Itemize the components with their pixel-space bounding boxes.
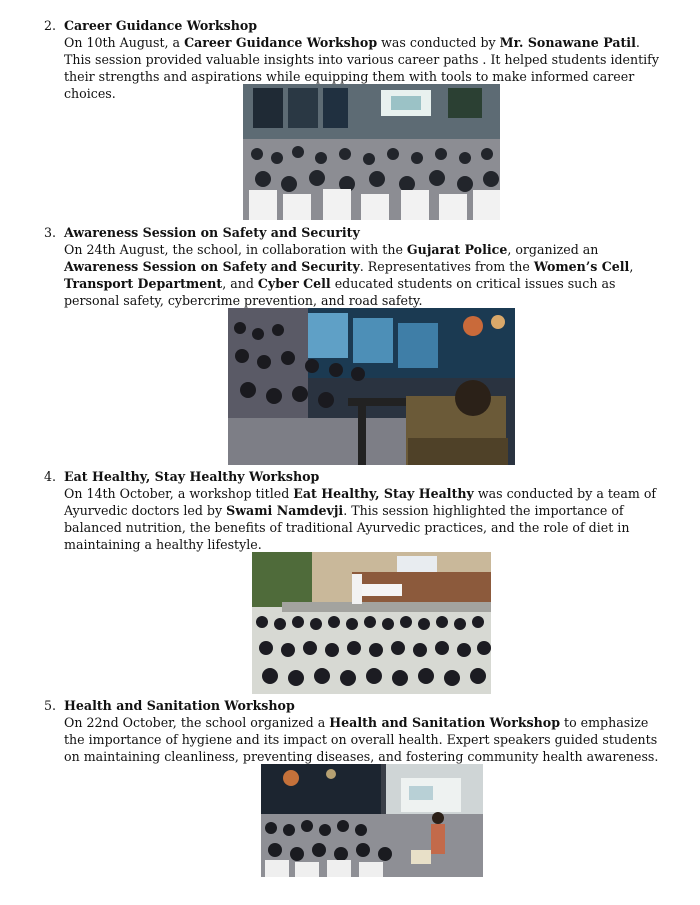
item-number: 5. (44, 698, 57, 713)
eat-healthy-workshop-photo (252, 552, 491, 694)
item-description: On 14th October, a workshop titled Eat Healthy, Stay Healthy was conducted by a team of Ayurvedic doctors led by Swami Namdevji. This session highlighted the importance of balanced nutrition, the benefits of traditional Ayurvedic practices, and the role of diet in maintaining a healthy lifestyle. (64, 486, 657, 552)
item-title: Eat Healthy, Stay Healthy Workshop (64, 469, 320, 484)
item-number: 2. (44, 18, 57, 33)
item-title: Career Guidance Workshop (64, 18, 258, 33)
item-description: On 10th August, a Career Guidance Workshop was conducted by Mr. Sonawane Patil. This session provided valuable insights into various career paths . It helped students identify their strengths and aspirations while equipping them with tools to make informed career choices. (64, 35, 659, 101)
safety-session-photo (228, 308, 515, 465)
item-number: 3. (44, 225, 57, 240)
item-description: On 22nd October, the school organized a Health and Sanitation Workshop to emphasize the importance of hygiene and its impact on overall health. Expert speakers guided students on maintaining cleanliness, preventing diseases, and fostering community health awareness. (64, 715, 659, 764)
item-title: Health and Sanitation Workshop (64, 698, 295, 713)
health-sanitation-workshop-photo (261, 764, 483, 877)
item-number: 4. (44, 469, 57, 484)
item-description: On 24th August, the school, in collaboration with the Gujarat Police, organized an Awareness Session on Safety and Security. Representatives from the Women’s Cell, Transport Department, and Cyber Cell educated students on critical issues such as personal safety, cybercrime prevention, and road safety. (64, 242, 634, 308)
career-workshop-photo (243, 84, 500, 220)
item-title: Awareness Session on Safety and Security (64, 225, 360, 240)
